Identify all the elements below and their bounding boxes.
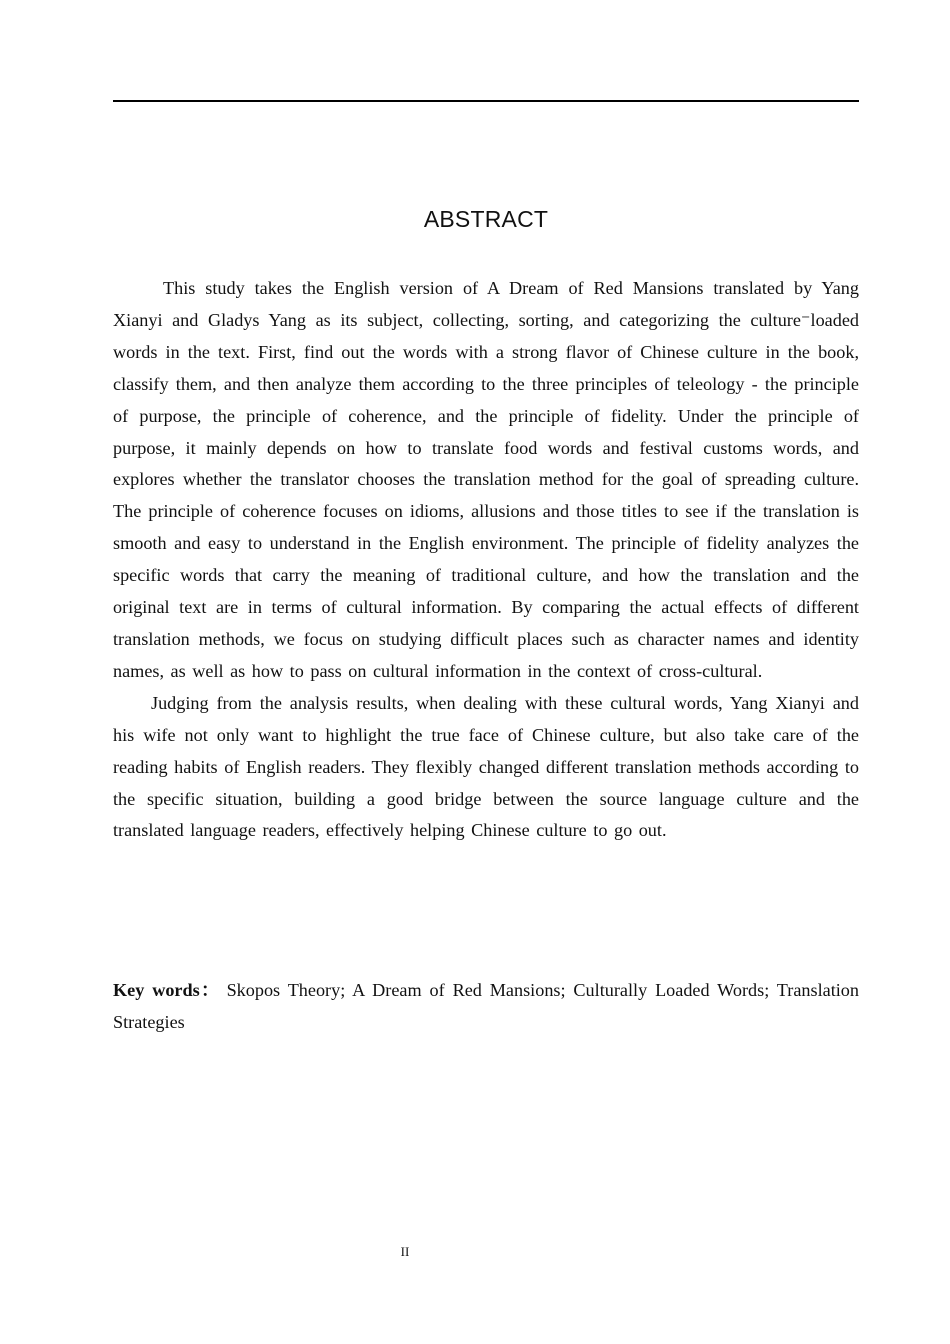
keywords-line	[113, 975, 859, 1039]
abstract-paragraph-2: Judging from the analysis results, when dealing with these cultural words, Yang Xianyi and his wife not only want to highlight the true face of Chinese culture, but also take care of the reading habits of English readers. They flexibly changed different translation methods according to the specific situation, building a good bridge between the source language culture and the translated language readers, effectively helping Chinese culture to go out.	[113, 692, 859, 841]
keywords-label: Key words：	[113, 980, 221, 1000]
abstract-body	[113, 273, 859, 847]
keywords-text: Skopos Theory; A Dream of Red Mansions; Culturally Loaded Words; Translation Strategies	[113, 980, 859, 1032]
header-rule	[113, 100, 859, 102]
abstract-title: ABSTRACT	[423, 206, 549, 232]
page-number: II	[400, 1244, 410, 1259]
abstract-paragraph-1: This study takes the English version of A Dream of Red Mansions translated by Yang Xianyi and Gladys Yang as its subject, collecting, sorting, and categorizing the culture⁻loaded words in the text. First, find out the words with a strong flavor of Chinese culture in the book, classify them, and then analyze them according to the three principles of teleology - the principle of purpose, the principle of coherence, and the principle of fidelity. Under the principle of purpose, it mainly depends on how to translate food words and festival customs words, and explores whether the translator chooses the translation method for the goal of spreading culture. The principle of coherence focuses on idioms, allusions and those titles to see if the translation is smooth and easy to understand in the English environment. The principle of fidelity analyzes the specific words that carry the meaning of traditional culture, and how the translation and the original text are in terms of cultural information. By comparing the actual effects of different translation methods, we focus on studying difficult places such as character names and identity names, as well as how to pass on cultural information in the context of cross-cultural.	[113, 278, 859, 681]
